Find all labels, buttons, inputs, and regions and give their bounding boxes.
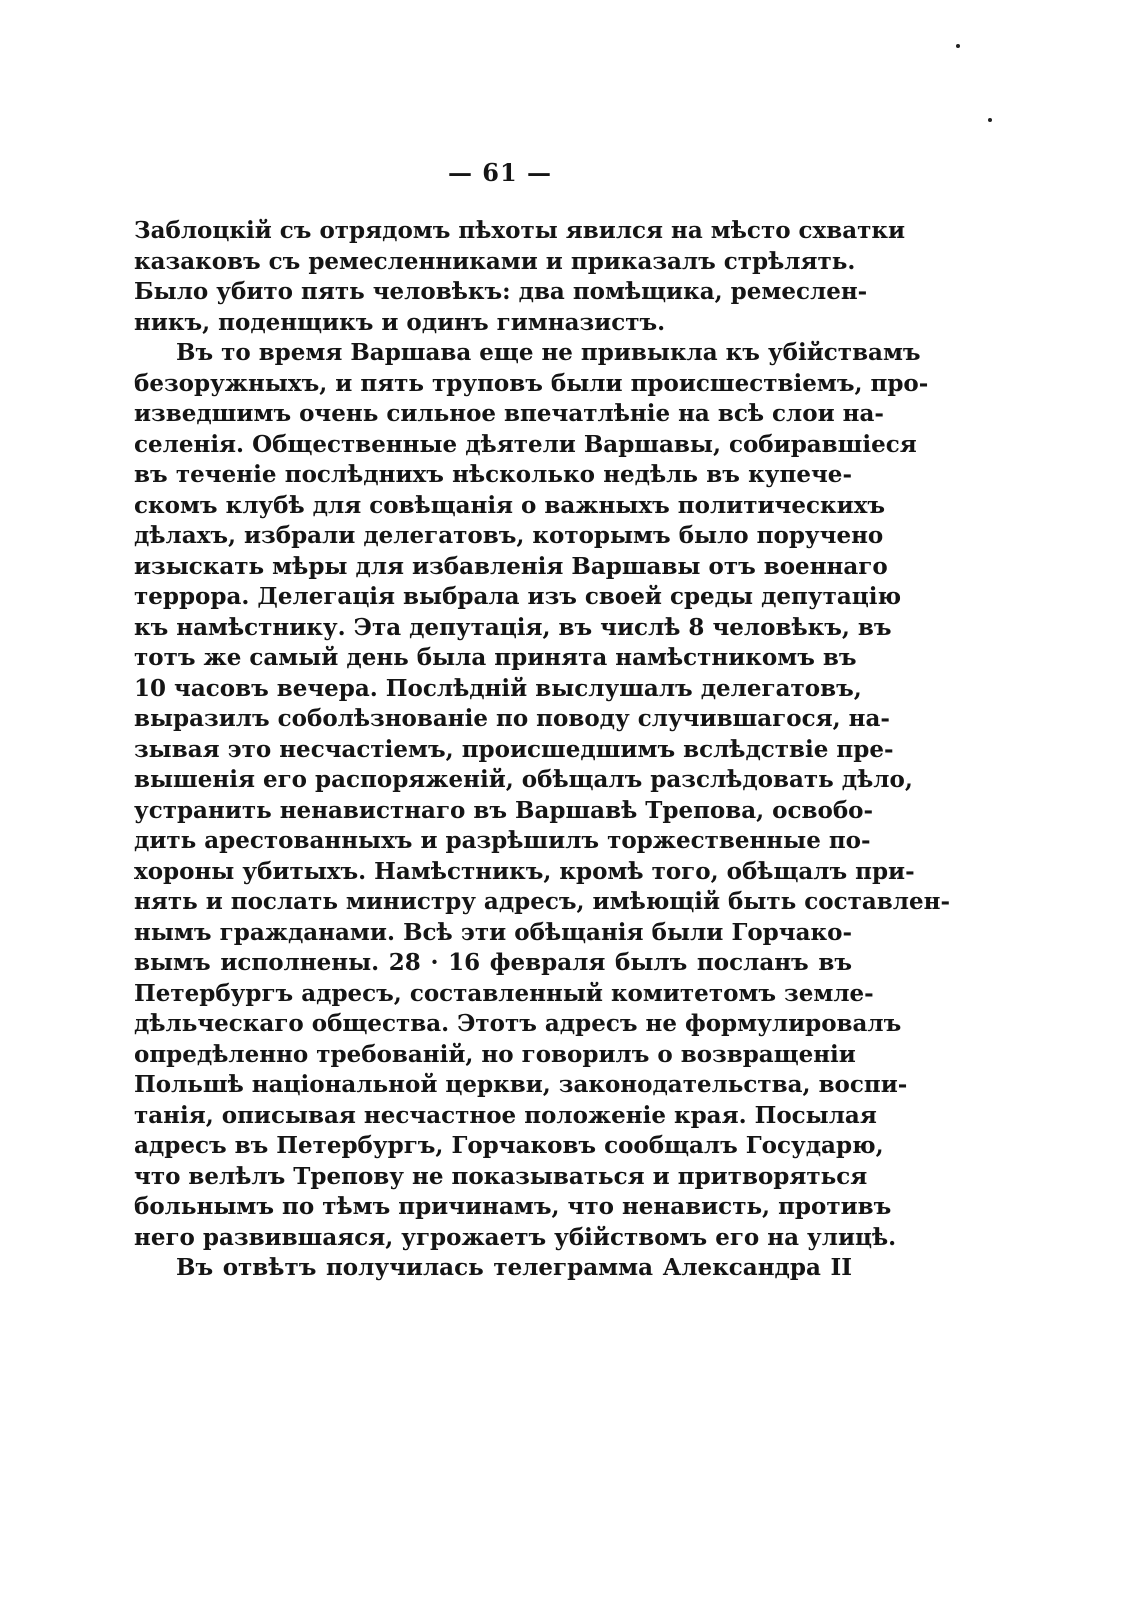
text-line: дѣлахъ, избрали делегатовъ, которымъ было поручено — [134, 522, 884, 549]
text-line: адресъ въ Петербургъ, Горчаковъ сообщалъ Государю, — [134, 1132, 884, 1159]
text-line: безоружныхъ, и пять труповъ были происшествіемъ, про- — [134, 369, 929, 397]
text-line: танія, описывая несчастное положеніе края. Посылая — [134, 1101, 877, 1129]
text-line: него развившаяся, угрожаетъ убійствомъ его на улицѣ. — [134, 1223, 897, 1251]
print-speck — [956, 44, 960, 48]
text-line: нять и послать министру адресъ, имѣющій быть составлен- — [134, 888, 951, 915]
text-line: больнымъ по тѣмъ причинамъ, что ненависть, противъ — [134, 1193, 892, 1220]
text-line: устранить ненавистнаго въ Варшавѣ Трепова, освобо- — [134, 796, 874, 824]
text-line: въ теченіе послѣднихъ нѣсколько недѣль въ купече- — [134, 461, 852, 488]
text-line: выразилъ соболѣзнованіе по поводу случившагося, на- — [134, 705, 890, 732]
text-line: Польшѣ національной церкви, законодательства, воспи- — [134, 1071, 908, 1098]
body-text — [134, 216, 951, 1284]
text-line: къ намѣстнику. Эта депутація, въ числѣ 8 человѣкъ, въ — [134, 613, 892, 641]
text-line: террора. Делегація выбрала изъ своей среды депутацію — [134, 583, 902, 610]
text-line: скомъ клубѣ для совѣщанія о важныхъ политическихъ — [134, 491, 886, 519]
text-line: тотъ же самый день была принята намѣстникомъ въ — [134, 644, 857, 671]
text-line: зывая это несчастіемъ, происшедшимъ вслѣдствіе пре- — [134, 735, 894, 763]
text-line: опредѣленно требованій, но говорилъ о возвращеніи — [134, 1040, 856, 1068]
print-speck — [988, 118, 992, 122]
page-number: — 61 — — [447, 158, 553, 187]
text-line: Въ отвѣтъ получилась телеграмма Александра II — [176, 1254, 852, 1281]
text-line: вымъ исполнены. 28 · 16 февраля былъ посланъ въ — [134, 949, 852, 976]
text-line: изведшимъ очень сильное впечатлѣніе на всѣ слои на- — [134, 400, 884, 427]
text-line: дѣльческаго общества. Этотъ адресъ не формулировалъ — [134, 1010, 902, 1037]
text-line: изыскать мѣры для избавленія Варшавы отъ военнаго — [134, 552, 888, 580]
text-line: казаковъ съ ремесленниками и приказалъ стрѣлять. — [134, 247, 856, 275]
text-line: дить арестованныхъ и разрѣшилъ торжественные по- — [134, 827, 871, 854]
text-line: селенія. Общественные дѣятели Варшавы, собиравшіеся — [134, 430, 917, 458]
text-line: хороны убитыхъ. Намѣстникъ, кромѣ того, обѣщалъ при- — [134, 857, 915, 885]
text-line: Въ то время Варшава еще не привыкла къ убійствамъ — [176, 339, 921, 366]
text-line: никъ, поденщикъ и одинъ гимназистъ. — [134, 308, 666, 336]
text-line: что велѣлъ Трепову не показываться и притворяться — [134, 1162, 868, 1190]
text-line: 10 часовъ вечера. Послѣдній выслушалъ делегатовъ, — [134, 674, 862, 702]
text-line: Было убито пять человѣкъ: два помѣщика, ремеслен- — [134, 278, 868, 305]
text-line: Петербургъ адресъ, составленный комитетомъ земле- — [134, 979, 874, 1007]
text-line: Заблоцкій съ отрядомъ пѣхоты явился на мѣсто схватки — [134, 217, 906, 244]
text-line: вышенія его распоряженій, обѣщалъ разслѣдовать дѣло, — [134, 766, 913, 793]
text-line: нымъ гражданами. Всѣ эти обѣщанія были Горчако- — [134, 918, 852, 946]
